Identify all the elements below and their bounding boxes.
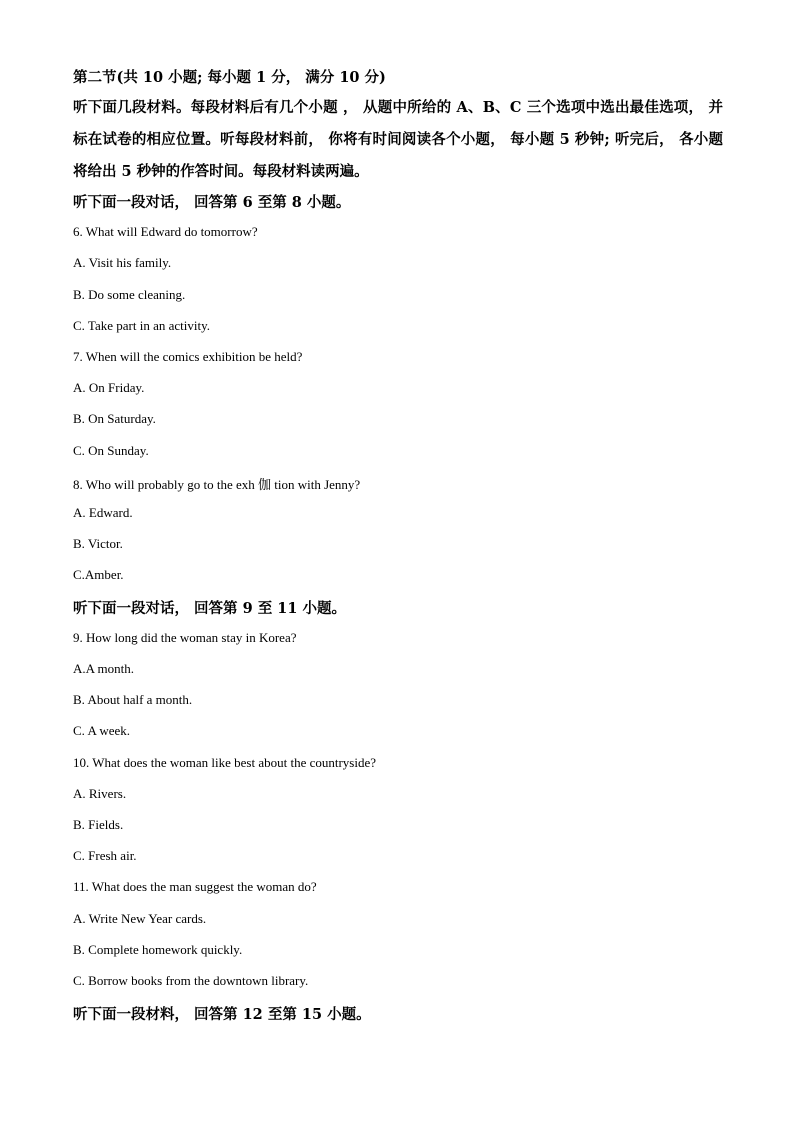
option-c: C. A week.: [73, 723, 131, 738]
option-b: B. Do some cleaning.: [73, 287, 186, 302]
question-text: 11. What does the man suggest the woman do?: [73, 879, 317, 894]
group-intro: 听下面一段材料， 回答第 12 至第 15 小题。: [73, 1006, 371, 1023]
option-c: C.Amber.: [73, 567, 124, 582]
section-instructions: 听下面几段材料。每段材料后有几个小题 ， 从题中所给的 A、B、C 三个选项中选出最佳选项， 并标在试卷的相应位置。听每段材料前， 你将有时间阅读各个小题， 每小题 5 秒钟; 听完后， 各小题将给出 5 秒钟的作答时间。每段材料读两遍。: [73, 99, 723, 180]
group-intro: 听下面一段对话， 回答第 9 至 11 小题。: [73, 600, 347, 617]
option-a: A. On Friday.: [73, 380, 145, 395]
option-b: B. On Saturday.: [73, 411, 156, 426]
option-c: C. Fresh air.: [73, 848, 137, 863]
question-text: 7. When will the comics exhibition be held?: [73, 349, 303, 364]
option-b: B. Fields.: [73, 817, 124, 832]
option-a: A. Write New Year cards.: [73, 911, 207, 926]
section-heading: 第二节(共 10 小题; 每小题 1 分， 满分 10 分): [73, 69, 386, 86]
question-text: 6. What will Edward do tomorrow?: [73, 224, 258, 239]
option-a: A. Visit his family.: [73, 255, 172, 270]
group-intro: 听下面一段对话， 回答第 6 至第 8 小题。: [73, 194, 351, 211]
option-c: C. Take part in an activity.: [73, 318, 210, 333]
option-b: B. About half a month.: [73, 692, 193, 707]
option-a: A.A month.: [73, 661, 135, 676]
option-a: A. Rivers.: [73, 786, 127, 801]
option-b: B. Victor.: [73, 536, 123, 551]
question-text: 9. How long did the woman stay in Korea?: [73, 630, 297, 645]
question-text: 8. Who will probably go to the exh 伽 tion with Jenny?: [73, 477, 361, 492]
question-text: 10. What does the woman like best about the countryside?: [73, 755, 377, 770]
option-c: C. On Sunday.: [73, 443, 149, 458]
option-a: A. Edward.: [73, 505, 133, 520]
option-b: B. Complete homework quickly.: [73, 942, 243, 957]
option-c: C. Borrow books from the downtown library.: [73, 973, 309, 988]
